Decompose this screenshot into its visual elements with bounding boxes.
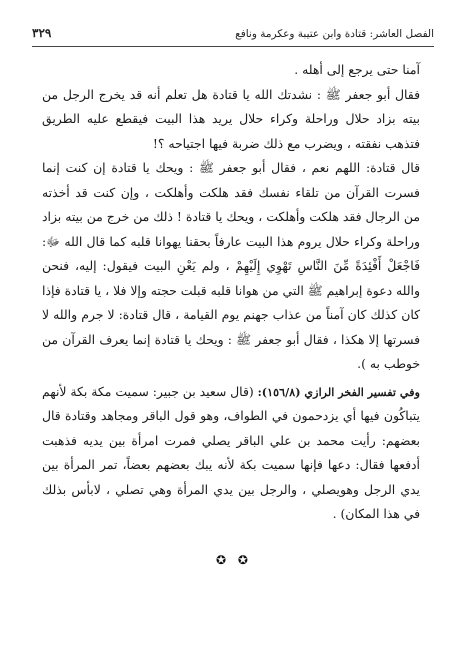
body-text [42,58,420,527]
page-number: ٣٢٩ [32,26,52,40]
end-ornament: ✪ ✪ [216,553,252,567]
paragraph-1: آمنا حتى يرجع إلى أهله . [294,62,420,77]
paragraph-4 [42,380,420,527]
header-rule [32,46,434,47]
citation-reference: وفي تفسير الفخر الرازي (١٥٦/٨): [257,384,420,399]
chapter-title: الفصل العاشر: قتادة وابن عتيبة وعكرمة ونافع [235,28,434,40]
paragraph-4-text: (قال سعيد بن جبير: سميت مكة بكة لأنهم يتباكُون فيها أي يزدحمون في الطواف، وهو قول الباقر ومجاهد وقتادة قال بعضهم: رأيت محمد بن علي الباقر يصلي فمرت امرأة بين يديه فذهبت أدفعها فقال: دعها فإنها سميت بكة لأنه يبك بعضهم بعضاً، تمر المرأة بين يدي الرجل وهويصلي ، والرجل بين يدي المرأة وهي تصلي ، لابأس بذلك في هذا المكان) . [41,383,420,521]
paragraph-2: فقال أبو جعفر ﷺ : نشدتك الله يا قتادة هل تعلم أنه قد يخرج الرجل من بيته بزاد حلال وراحلة وكراء حلال يريد هذا البيت فيقطع عليه الطريق فتذهب نفقته ، ويضرب مع ذلك ضربة فيها اجتياحه ؟! [42,86,420,151]
paragraph-3: قال قتادة: اللهم نعم ، فقال أبو جعفر ﷺ : ويحك يا قتادة إن كنت إنما فسرت القرآن من تلقاء نفسك فقد هلكت وأهلكت ، وإن كنت قد أخذته من الرجال فقد هلكت وأهلكت ، ويحك يا قتادة ! ذلك من خرج من بيته بزاد وراحلة وكراء حلال يروم هذا البيت عارفاً بحقنا يهوانا قلبه كما قال الله ﷻ: فَاجْعَلْ أَفْئِدَةً مِّنَ النَّاسِ تَهْوِي إِلَيْهِمْ ، ولم يَعْنِ البيت فيقول: إليه، فنحن والله دعوة إبراهيم ﷺ التي من هوانا قلبه قبلت حجته وإلا فلا ، يا قتادة فإذا كان كذلك كان آمناً من عذاب جهنم يوم القيامة ، قال قتادة: لا جرم والله لا فسرتها إلا هكذا ، فقال أبو جعفر ﷺ : ويحك يا قتادة إنما يعرف القرآن من خوطب به ). [42,160,420,371]
running-header [32,26,434,40]
